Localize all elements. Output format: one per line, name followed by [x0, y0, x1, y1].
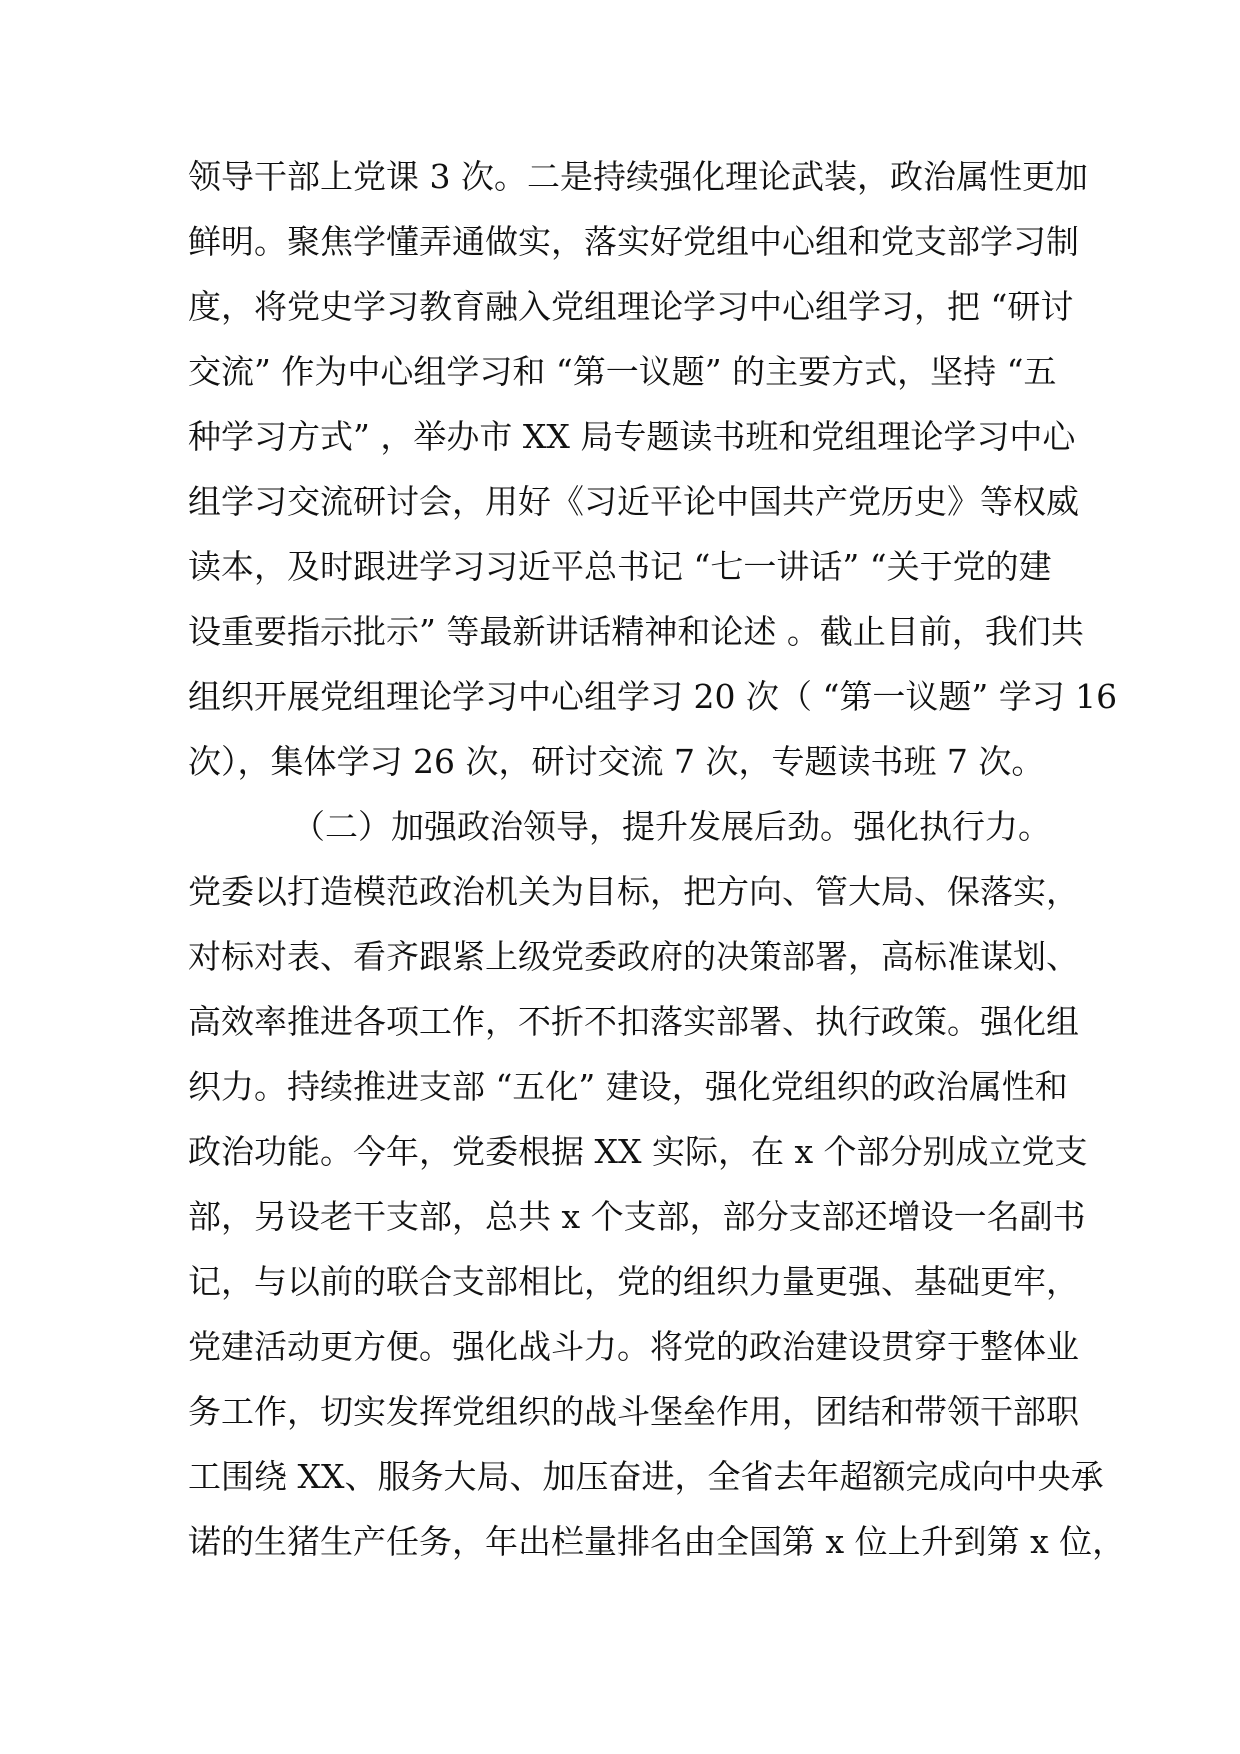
text-line: 高效率推进各项工作，不折不扣落实部署、执行政策。强化组	[188, 1002, 1079, 1041]
text-line: 种学习方式” ，举办市 XX 局专题读书班和党组理论学习中心	[188, 417, 1076, 456]
text-line: 部，另设老干支部，总共 x 个支部，部分支部还增设一名副书	[188, 1197, 1086, 1236]
text-line: 党委以打造模范政治机关为目标，把方向、管大局、保落实，	[188, 872, 1079, 911]
text-line: 诺的生猪生产任务，年出栏量排名由全国第 x 位上升到第 x 位，	[188, 1522, 1126, 1561]
section-heading-line: （二）加强政治领导，提升发展后劲。强化执行力。	[292, 807, 1051, 846]
text-line: 领导干部上党课 3 次。二是持续强化理论武装，政治属性更加	[188, 157, 1088, 196]
text-line: 党建活动更方便。强化战斗力。将党的政治建设贯穿于整体业	[188, 1327, 1079, 1366]
text-line: 对标对表、看齐跟紧上级党委政府的决策部署，高标准谋划、	[188, 937, 1079, 976]
text-line: 政治功能。今年，党委根据 XX 实际，在 x 个部分别成立党支	[188, 1132, 1088, 1171]
body-text	[188, 144, 1126, 1574]
text-line: 设重要指示批示” 等最新讲话精神和论述 。截止目前，我们共	[188, 612, 1084, 651]
text-line: 组织开展党组理论学习中心组学习 20 次（ “第一议题” 学习 16	[188, 677, 1118, 716]
text-line: 组学习交流研讨会，用好《习近平论中国共产党历史》等权威	[188, 482, 1079, 521]
text-line: 记，与以前的联合支部相比，党的组织力量更强、基础更牢，	[188, 1262, 1079, 1301]
text-line: 次），集体学习 26 次，研讨交流 7 次，专题读书班 7 次。	[188, 742, 1045, 781]
text-line: 度，将党史学习教育融入党组理论学习中心组学习，把 “研讨	[188, 287, 1074, 326]
text-line: 工围绕 XX、服务大局、加压奋进，全省去年超额完成向中央承	[188, 1457, 1104, 1496]
text-line: 鲜明。聚焦学懂弄通做实，落实好党组中心组和党支部学习制	[188, 222, 1079, 261]
text-line: 织力。持续推进支部 “五化” 建设，强化党组织的政治属性和	[188, 1067, 1068, 1106]
text-line: 务工作，切实发挥党组织的战斗堡垒作用，团结和带领干部职	[188, 1392, 1079, 1431]
text-line: 读本，及时跟进学习习近平总书记 “七一讲话” “关于党的建	[188, 547, 1052, 586]
text-line: 交流” 作为中心组学习和 “第一议题” 的主要方式，坚持 “五	[188, 352, 1057, 391]
